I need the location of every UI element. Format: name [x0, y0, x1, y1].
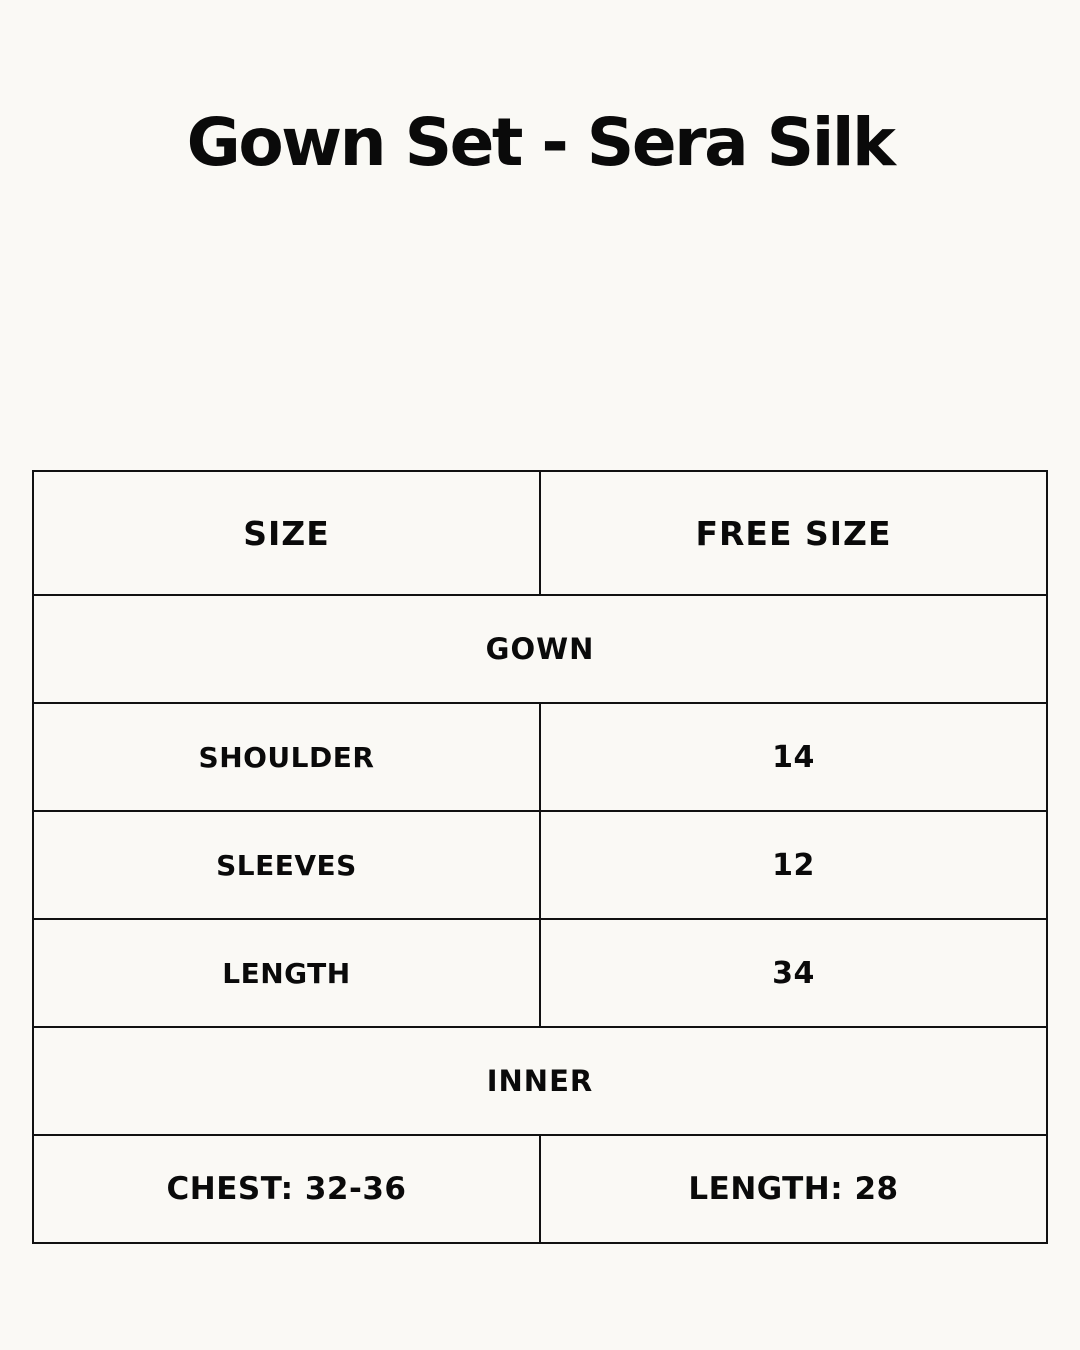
page-title: Gown Set - Sera Silk	[186, 104, 894, 181]
section-title-gown: GOWN	[33, 595, 1047, 703]
measure-label-sleeves: SLEEVES	[33, 811, 540, 919]
inner-chest-measure: CHEST: 32-36	[33, 1135, 540, 1243]
table-row	[33, 811, 1047, 919]
measure-label-shoulder: SHOULDER	[33, 703, 540, 811]
table-row	[33, 919, 1047, 1027]
measure-value-length: 34	[540, 919, 1047, 1027]
measure-label-length: LENGTH	[33, 919, 540, 1027]
size-chart-table	[32, 470, 1048, 1244]
table-row-section-inner	[33, 1027, 1047, 1135]
header-size-label: SIZE	[33, 471, 540, 595]
table-row-header	[33, 471, 1047, 595]
inner-length-measure: LENGTH: 28	[540, 1135, 1047, 1243]
header-size-value: FREE SIZE	[540, 471, 1047, 595]
table-row	[33, 1135, 1047, 1243]
measure-value-sleeves: 12	[540, 811, 1047, 919]
table-row	[33, 703, 1047, 811]
measure-value-shoulder: 14	[540, 703, 1047, 811]
section-title-inner: INNER	[33, 1027, 1047, 1135]
table-row-section-gown	[33, 595, 1047, 703]
